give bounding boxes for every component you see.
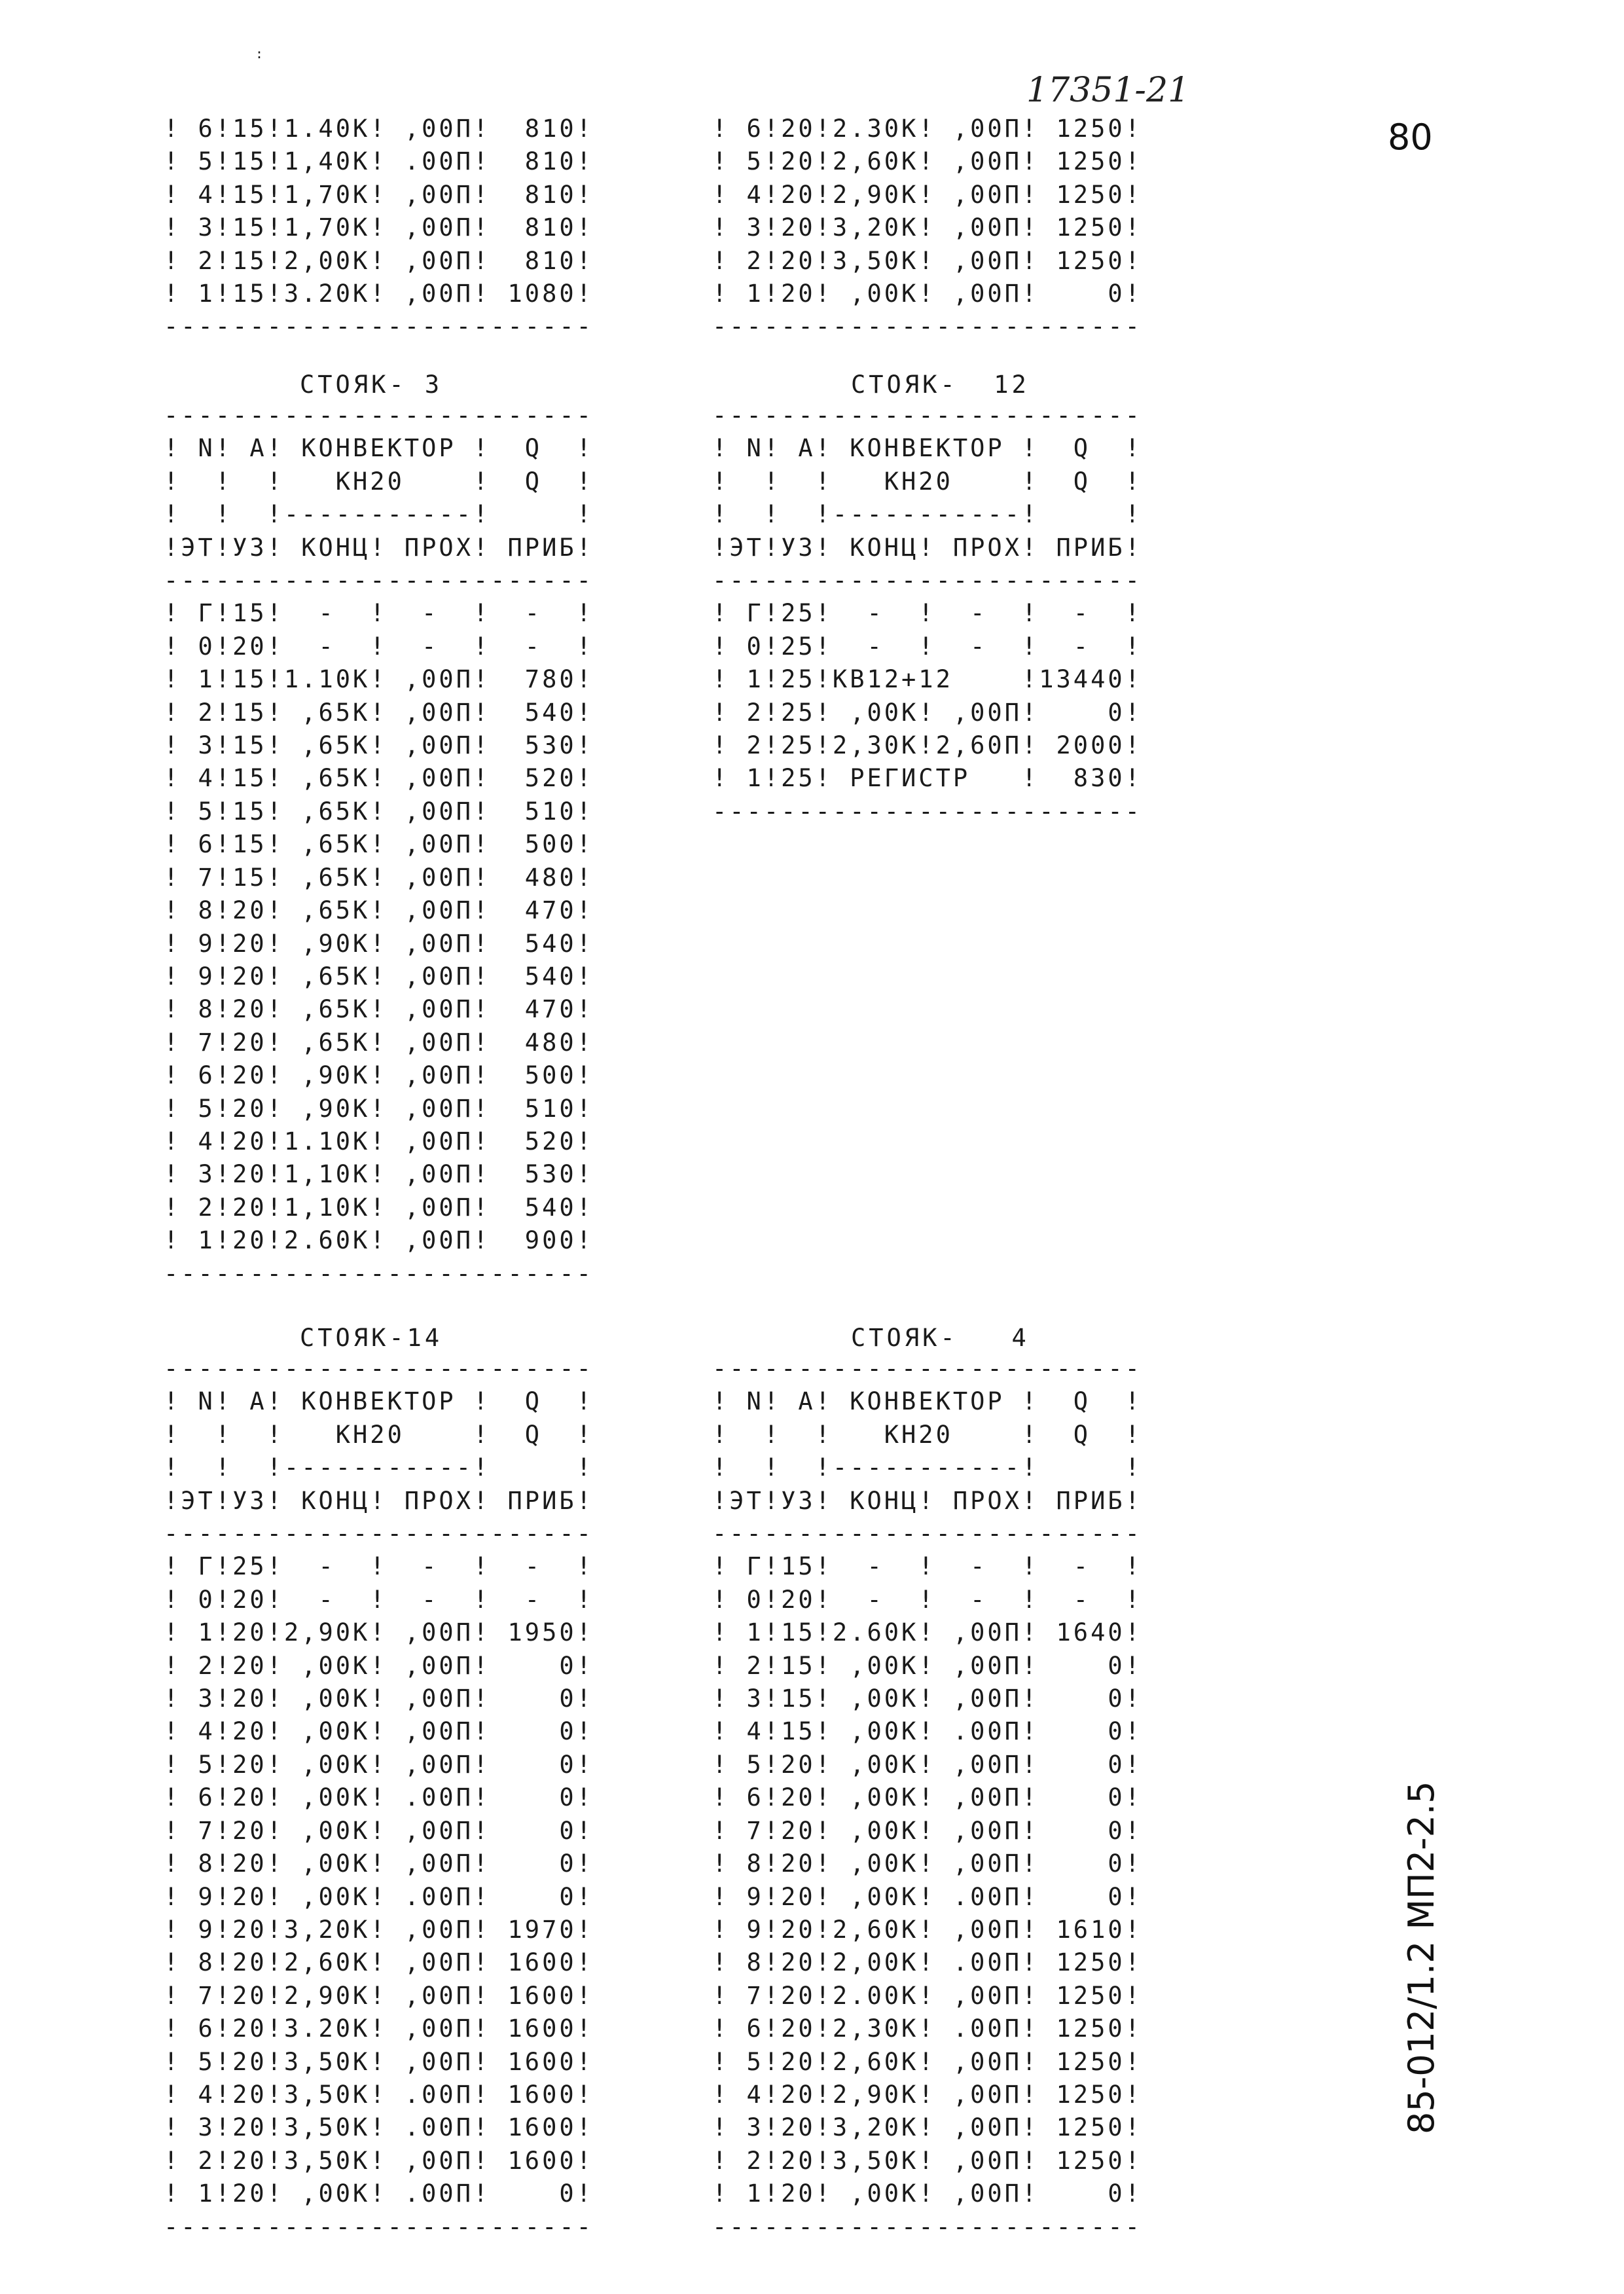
section-title-stoyak-3: СТОЯК- 3 — [300, 371, 443, 399]
table-line: ! 6!20!2.30K! ,00П! 1250! — [712, 115, 1142, 143]
table-line: ------------------------- — [164, 1520, 594, 1548]
table-line: ------------------------- — [164, 2212, 594, 2241]
table-line: ! 4!20! ,00K! ,00П! 0! — [164, 1717, 594, 1746]
table-line: ! 1!20! ,00K! ,00П! 0! — [712, 2179, 1142, 2208]
stray-mark: : — [255, 46, 264, 62]
table-line: ! 6!20! ,90K! ,00П! 500! — [164, 1061, 594, 1090]
table-line: ! 5!20! ,00K! ,00П! 0! — [712, 1750, 1142, 1779]
table-line: ! 7!20!2,90K! ,00П! 1600! — [164, 1981, 594, 2010]
table-line: ! 5!20! ,00K! ,00П! 0! — [164, 1750, 594, 1779]
table-line: ! 2!20!3,50K! ,00П! 1250! — [712, 246, 1142, 275]
table-line: ! 2!20!3,50K! ,00П! 1250! — [712, 2146, 1142, 2175]
section-title-stoyak-14: СТОЯК-14 — [300, 1324, 443, 1352]
table-line: ! 9!20! ,65K! ,00П! 540! — [164, 962, 594, 991]
table-line: ! 1!15!2.60K! ,00П! 1640! — [712, 1618, 1142, 1647]
table-line: ! 8!20! ,00K! ,00П! 0! — [164, 1849, 594, 1878]
table-line: !ЭТ!УЗ! КОНЦ! ПРОХ! ПРИБ! — [164, 1486, 594, 1515]
table-line: ! 2!25!2,30K!2,60П! 2000! — [712, 731, 1142, 760]
table-line: ! 4!15! ,65K! ,00П! 520! — [164, 764, 594, 793]
table-stoyak-4 — [712, 1353, 1142, 2244]
table-line: ! Г!15! - ! - ! - ! — [164, 599, 594, 628]
table-line: ! 3!15!1,70K! ,00П! 810! — [164, 213, 594, 242]
table-rows — [712, 399, 1142, 828]
table-line: ! Г!25! - ! - ! - ! — [164, 1552, 594, 1581]
table-line: ! 0!20! - ! - ! - ! — [164, 1585, 594, 1614]
side-document-code: 85-012/1.2 МП2-2.5 — [1401, 1781, 1442, 2134]
handwritten-reference: 17351-21 — [1026, 71, 1190, 110]
table-line: ! ! ! КН20 ! Q ! — [712, 467, 1142, 496]
table-line: !ЭТ!УЗ! КОНЦ! ПРОХ! ПРИБ! — [712, 1486, 1142, 1515]
table-line: ------------------------- — [712, 1355, 1142, 1383]
table-line: ! 2!25! ,00K! ,00П! 0! — [712, 698, 1142, 727]
table-line: ------------------------- — [164, 312, 594, 341]
table-line: ! 3!20! ,00K! ,00П! 0! — [164, 1684, 594, 1713]
table-line: ! 2!20!1,10K! ,00П! 540! — [164, 1193, 594, 1222]
table-line: ! ! !-----------! ! — [164, 500, 594, 529]
table-line: ! 6!20! ,00K! ,00П! 0! — [712, 1783, 1142, 1812]
table-rows — [164, 399, 594, 1290]
table-line: ! 4!20!2,90K! ,00П! 1250! — [712, 2080, 1142, 2109]
table-line: ! ! !-----------! ! — [164, 1453, 594, 1482]
table-line: ! 3!15! ,65K! ,00П! 530! — [164, 731, 594, 760]
table-line: ! 7!20!2.00K! ,00П! 1250! — [712, 1981, 1142, 2010]
table-line: ! Г!25! - ! - ! - ! — [712, 599, 1142, 628]
table-line: ! 4!15! ,00K! .00П! 0! — [712, 1717, 1142, 1746]
table-line: ! 5!15! ,65K! ,00П! 510! — [164, 797, 594, 826]
table-line: ------------------------- — [712, 312, 1142, 341]
table-line: ! 4!20!2,90K! ,00П! 1250! — [712, 180, 1142, 209]
table-line: ! 1!25!КВ12+12 !13440! — [712, 665, 1142, 694]
table-line: ! N! A! КОНВЕКТОР ! Q ! — [164, 1387, 594, 1416]
table-line: ! 7!15! ,65K! ,00П! 480! — [164, 863, 594, 892]
table-line: ! ! ! КН20 ! Q ! — [164, 467, 594, 496]
table-line: ! 0!20! - ! - ! - ! — [164, 632, 594, 661]
table-line: ------------------------- — [712, 401, 1142, 429]
table-rows — [712, 113, 1142, 344]
table-line: ------------------------- — [712, 2212, 1142, 2241]
table-line: ! 1!20!2,90K! ,00П! 1950! — [164, 1618, 594, 1647]
table-line: ------------------------- — [164, 1259, 594, 1288]
table-line: ! 5!20!3,50K! ,00П! 1600! — [164, 2047, 594, 2076]
table-line: ! 2!15! ,65K! ,00П! 540! — [164, 698, 594, 727]
table-line: ! N! A! КОНВЕКТОР ! Q ! — [712, 434, 1142, 463]
table-line: ! 1!20! ,00K! ,00П! 0! — [712, 280, 1142, 308]
table-stoyak-12 — [712, 399, 1142, 828]
table-line: ! 6!15!1.40K! ,00П! 810! — [164, 115, 594, 143]
table-line: ------------------------- — [712, 566, 1142, 595]
table-line: ! 6!20!2,30K! .00П! 1250! — [712, 2014, 1142, 2043]
table-line: ! 5!20!2,60K! ,00П! 1250! — [712, 147, 1142, 176]
table-line: ! 3!15! ,00K! ,00П! 0! — [712, 1684, 1142, 1713]
table-line: ! 3!20!3,20K! ,00П! 1250! — [712, 2113, 1142, 2142]
table-line: ------------------------- — [164, 401, 594, 429]
table-line: ! ! ! КН20 ! Q ! — [164, 1420, 594, 1449]
table-line: ! 8!20! ,65K! ,00П! 470! — [164, 995, 594, 1024]
table-line: ! 1!20!2.60K! ,00П! 900! — [164, 1226, 594, 1255]
table-line: ! 8!20! ,65K! ,00П! 470! — [164, 896, 594, 925]
table-line: !ЭТ!УЗ! КОНЦ! ПРОХ! ПРИБ! — [712, 533, 1142, 562]
table-line: ! 2!15! ,00K! ,00П! 0! — [712, 1651, 1142, 1680]
table-line: ! 7!20! ,00K! ,00П! 0! — [164, 1816, 594, 1845]
table-line: ------------------------- — [712, 1520, 1142, 1548]
table-line: ! 5!15!1,40K! .00П! 810! — [164, 147, 594, 176]
table-line: ! 2!15!2,00K! ,00П! 810! — [164, 246, 594, 275]
table-line: ! 2!20!3,50K! ,00П! 1600! — [164, 2146, 594, 2175]
table-line: ! 3!20!3,50K! .00П! 1600! — [164, 2113, 594, 2142]
table-line: ! 4!20!3,50K! .00П! 1600! — [164, 2080, 594, 2109]
table-line: ! 9!20!2,60K! ,00П! 1610! — [712, 1915, 1142, 1944]
table-continued-left — [164, 113, 594, 344]
table-line: ! 8!20!2,00K! .00П! 1250! — [712, 1948, 1142, 1977]
table-line: ! 1!20! ,00K! .00П! 0! — [164, 2179, 594, 2208]
table-line: ! 6!20! ,00K! .00П! 0! — [164, 1783, 594, 1812]
table-continued-right — [712, 113, 1142, 344]
table-line: ! 1!15!3.20K! ,00П! 1080! — [164, 280, 594, 308]
table-line: ! 6!20!3.20K! ,00П! 1600! — [164, 2014, 594, 2043]
section-title-stoyak-4: СТОЯК- 4 — [851, 1324, 1030, 1352]
table-line: ! 9!20! ,00K! .00П! 0! — [164, 1882, 594, 1911]
table-line: ! N! A! КОНВЕКТОР ! Q ! — [164, 434, 594, 463]
table-line: ! ! !-----------! ! — [712, 500, 1142, 529]
table-line: ! 3!20!1,10K! ,00П! 530! — [164, 1160, 594, 1189]
table-rows — [164, 113, 594, 344]
table-line: ------------------------- — [164, 566, 594, 595]
page-number: 80 — [1388, 117, 1433, 158]
table-line: ! 5!20! ,90K! ,00П! 510! — [164, 1094, 594, 1123]
table-line: ! 3!20!3,20K! ,00П! 1250! — [712, 213, 1142, 242]
table-stoyak-14 — [164, 1353, 594, 2244]
table-line: ! 5!20!2,60K! ,00П! 1250! — [712, 2047, 1142, 2076]
table-line: ! N! A! КОНВЕКТОР ! Q ! — [712, 1387, 1142, 1416]
table-line: ! 9!20!3,20K! ,00П! 1970! — [164, 1915, 594, 1944]
table-line: ------------------------- — [164, 1355, 594, 1383]
table-line: ! 4!20!1.10K! ,00П! 520! — [164, 1127, 594, 1156]
table-line: ! 0!25! - ! - ! - ! — [712, 632, 1142, 661]
table-rows — [164, 1353, 594, 2244]
table-line: ! 0!20! - ! - ! - ! — [712, 1585, 1142, 1614]
table-line: ------------------------- — [712, 797, 1142, 826]
table-line: ! 2!20! ,00K! ,00П! 0! — [164, 1651, 594, 1680]
table-line: ! 1!15!1.10K! ,00П! 780! — [164, 665, 594, 694]
table-rows — [712, 1353, 1142, 2244]
table-line: !ЭТ!УЗ! КОНЦ! ПРОХ! ПРИБ! — [164, 533, 594, 562]
table-line: ! Г!15! - ! - ! - ! — [712, 1552, 1142, 1581]
table-line: ! ! ! КН20 ! Q ! — [712, 1420, 1142, 1449]
table-line: ! 9!20! ,90K! ,00П! 540! — [164, 929, 594, 958]
table-line: ! 9!20! ,00K! .00П! 0! — [712, 1882, 1142, 1911]
table-line: ! 8!20!2,60K! ,00П! 1600! — [164, 1948, 594, 1977]
section-title-stoyak-12: СТОЯК- 12 — [851, 371, 1030, 399]
table-line: ! 7!20! ,65K! ,00П! 480! — [164, 1028, 594, 1057]
table-stoyak-3 — [164, 399, 594, 1290]
table-line: ! 1!25! РЕГИСТР ! 830! — [712, 764, 1142, 793]
table-line: ! 8!20! ,00K! ,00П! 0! — [712, 1849, 1142, 1878]
table-line: ! 7!20! ,00K! ,00П! 0! — [712, 1816, 1142, 1845]
table-line: ! 6!15! ,65K! ,00П! 500! — [164, 830, 594, 859]
table-line: ! ! !-----------! ! — [712, 1453, 1142, 1482]
table-line: ! 4!15!1,70K! ,00П! 810! — [164, 180, 594, 209]
